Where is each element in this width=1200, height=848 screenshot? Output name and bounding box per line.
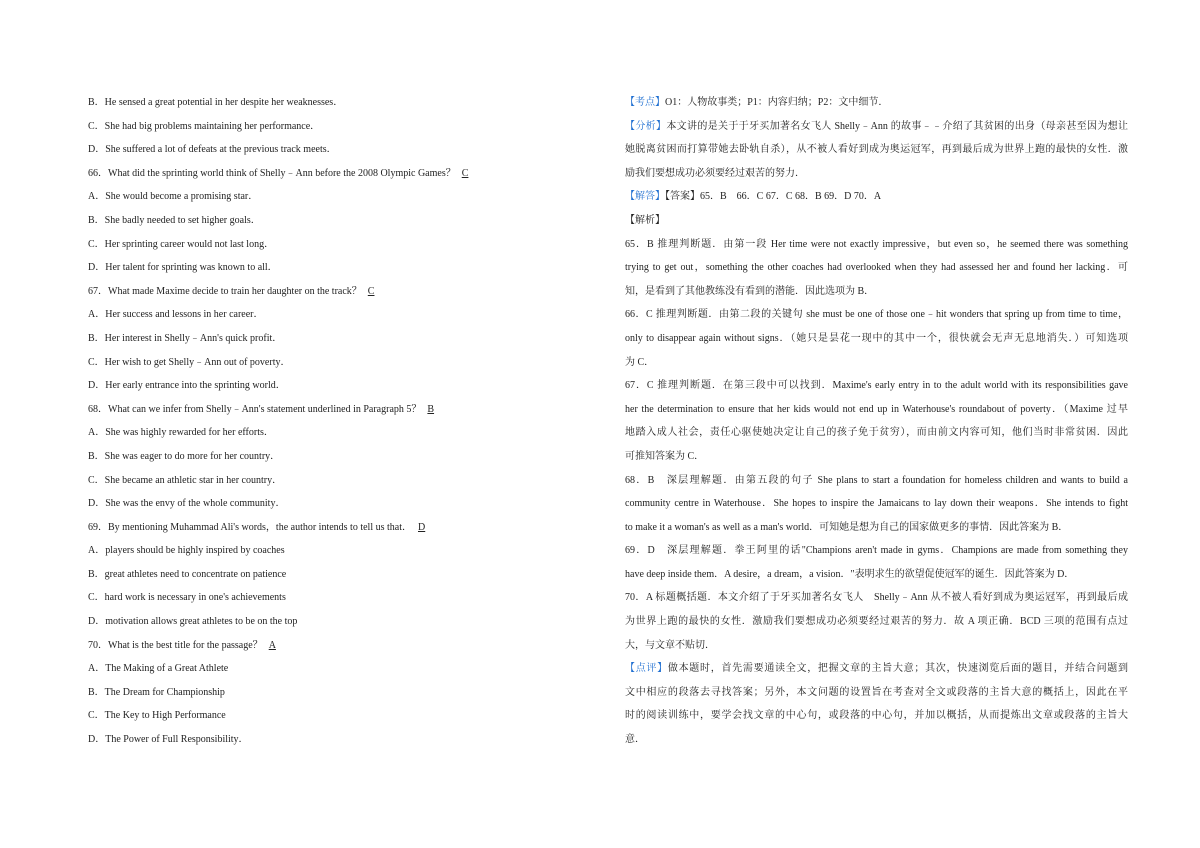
- option-line: D．The Power of Full Responsibility．: [88, 734, 249, 746]
- explanation-text: to make it a woman's as well as a man's world．可知她是想为自己的国家做更多的事情．因此答案为 B．: [625, 521, 1069, 533]
- explanation-text: only to disappear again without signs．（她只是昙花一现中的其中一个，很快就会无声无息地消失．）可知选项: [625, 332, 1128, 344]
- explanation-line: [625, 539, 1128, 563]
- option-line: D．Her talent for sprinting was known to all．: [88, 262, 278, 274]
- option-line: B．The Dream for Championship: [88, 686, 225, 698]
- section-tag: 【考点】: [625, 97, 665, 108]
- explanation-line: [625, 138, 1128, 162]
- explanation-line: [625, 469, 1128, 493]
- answer-blank: B: [427, 403, 435, 415]
- explanation-text: 67．C 推理判断题．在第三段中可以找到．Maxime's early entry in to the adult world with its responsibilities gave: [625, 380, 1128, 392]
- explanation-text: 意．: [625, 734, 645, 746]
- option-line: D．Her early entrance into the sprinting world．: [88, 380, 286, 392]
- explanation-line: [625, 563, 1128, 587]
- option-line: C．Her wish to get Shelly﹣Ann out of poverty．: [88, 356, 291, 368]
- option-line: A．She was highly rewarded for her efforts．: [88, 427, 274, 439]
- questions-column: [88, 91, 558, 752]
- explanation-text: 为世界上跑的最快的女性．激励我们要想成功必须要经过艰苦的努力．故 A 项正确．BCD 三项的范围有点过: [625, 616, 1128, 628]
- explanation-line: [625, 327, 1128, 351]
- answer-blank: D: [418, 521, 426, 533]
- explanation-text: have deep inside them．A desire，a dream，a vision．"表明求生的欲望促使冠军的诞生．因此答案为 D．: [625, 568, 1075, 580]
- explanation-line: [625, 185, 1128, 209]
- option-line: B．She was eager to do more for her country．: [88, 450, 281, 462]
- explanation-text: 本文讲的是关于于牙买加著名女飞人 Shelly﹣Ann 的故事﹣﹣介绍了其贫困的出身（母亲甚至因为想让: [666, 120, 1128, 132]
- answer-explanation-column: [625, 91, 1128, 752]
- option-line: A．players should be highly inspired by coaches: [88, 545, 285, 557]
- explanation-line: [625, 657, 1128, 681]
- explanation-text: 励我们要想成功必须要经过艰苦的努力．: [625, 167, 805, 179]
- explanation-text: 可推知答案为 C．: [625, 450, 705, 462]
- explanation-line: [625, 209, 1128, 233]
- option-line: A．The Making of a Great Athlete: [88, 663, 229, 675]
- explanation-text: 65．B 推理判断题．由第一段 Her time were not exactly impressive，but even so，he seemed there was something: [625, 238, 1128, 250]
- explanation-line: [625, 351, 1128, 375]
- option-line: C．The Key to High Performance: [88, 710, 226, 722]
- question-text: 68．What can we infer from Shelly﹣Ann's statement underlined in Paragraph 5？: [88, 403, 422, 415]
- explanation-line: [625, 492, 1128, 516]
- explanation-text: 68．B 深层理解题．由第五段的句子 She plans to start a foundation for homeless children and wants to build a: [625, 474, 1128, 486]
- question-text: 67．What made Maxime decide to train her daughter on the track？: [88, 285, 362, 297]
- explanation-line: [625, 115, 1128, 139]
- explanation-text: 【答案】65．B 66．C 67．C 68．B 69．D 70．A: [665, 191, 882, 203]
- explanation-line: [625, 421, 1128, 445]
- question-line: [88, 516, 558, 540]
- explanation-line: [625, 280, 1128, 304]
- option-line: B．great athletes need to concentrate on patience: [88, 568, 287, 580]
- explanation-text: 地踏入成人社会，责任心驱使她决定让自己的孩子免于贫穷），而由前文内容可知，他们当时非常贫困．因此: [625, 427, 1128, 439]
- option-line: B．She badly needed to set higher goals．: [88, 214, 261, 226]
- explanation-line: [625, 516, 1128, 540]
- explanation-line: [625, 398, 1128, 422]
- option-line: A．She would become a promising star．: [88, 191, 259, 203]
- question-line: [88, 398, 558, 422]
- explanation-line: [625, 91, 1128, 115]
- explanation-line: [625, 704, 1128, 728]
- option-line: C．She became an athletic star in her country．: [88, 474, 283, 486]
- section-tag: 【点评】: [625, 663, 668, 675]
- explanation-text: her the determination to ensure that her kids would not end up in Waterhouse's roundabout of poverty．（Maxime 过早: [625, 403, 1128, 415]
- explanation-line: [625, 303, 1128, 327]
- option-line: D．She suffered a lot of defeats at the previous track meets．: [88, 144, 337, 156]
- option-line: C．She had big problems maintaining her performance．: [88, 120, 321, 132]
- explanation-line: [625, 256, 1128, 280]
- explanation-text: 时的阅读训练中，要学会找文章的中心句，或段落的中心句，并加以概括，从而提炼出文章或段落的主旨大: [625, 710, 1128, 722]
- explanation-text: 【解析】: [625, 214, 665, 226]
- question-line: [88, 634, 558, 658]
- question-text: 69．By mentioning Muhammad Ali's words，the author intends to tell us that．: [88, 521, 412, 533]
- explanation-text: O1：人物故事类；P1：内容归纳；P2：文中细节．: [665, 97, 889, 108]
- explanation-text: community centre in Waterhouse．She hopes to inspire the Jamaicans to lay down their weapons．She intends to fight: [625, 498, 1128, 510]
- explanation-text: 70．A 标题概括题．本文介绍了于牙买加著名女飞人 Shelly﹣Ann 从不被人看好到成为奥运冠军，再到最后成: [625, 592, 1128, 604]
- question-text: 70．What is the best title for the passage？: [88, 639, 263, 651]
- option-line: D．motivation allows great athletes to be on the top: [88, 616, 298, 628]
- answer-blank: A: [268, 639, 276, 651]
- answer-blank: C: [367, 285, 375, 297]
- option-line: D．She was the envy of the whole community．: [88, 498, 286, 510]
- explanation-text: 她脱离贫困而打算带她去卧轨自杀），从不被人看好到成为奥运冠军，再到最后成为世界上跑的最快的女性．激: [625, 144, 1128, 156]
- section-tag: 【分析】: [625, 120, 667, 132]
- question-line: [88, 162, 558, 186]
- explanation-text: 大，与文章不贴切．: [625, 639, 715, 651]
- option-line: C．hard work is necessary in one's achievements: [88, 592, 286, 604]
- explanation-line: [625, 610, 1128, 634]
- option-line: B．Her interest in Shelly﹣Ann's quick profit．: [88, 332, 283, 344]
- option-line: A．Her success and lessons in her career．: [88, 309, 264, 321]
- explanation-line: [625, 681, 1128, 705]
- option-line: C．Her sprinting career would not last long．: [88, 238, 275, 250]
- explanation-line: [625, 728, 1128, 752]
- explanation-text: 做本题时，首先需要通读全文，把握文章的主旨大意；其次，快速浏览后面的题目，并结合问题到: [667, 663, 1128, 675]
- explanation-line: [625, 634, 1128, 658]
- answer-blank: C: [461, 167, 469, 179]
- question-text: 66．What did the sprinting world think of Shelly﹣Ann before the 2008 Olympic Games？: [88, 167, 456, 179]
- question-line: [88, 280, 558, 304]
- section-tag: 【解答】: [625, 191, 665, 203]
- explanation-line: [625, 233, 1128, 257]
- option-line: B．He sensed a great potential in her despite her weaknesses．: [88, 97, 344, 108]
- explanation-line: [625, 374, 1128, 398]
- explanation-text: 知，是看到了其他教练没有看到的潜能．因此选项为 B．: [625, 285, 875, 297]
- explanation-text: 文中相应的段落去寻找答案；另外，本文问题的设置旨在考查对全文或段落的主旨大意的概括上，因此在平: [625, 686, 1128, 698]
- explanation-line: [625, 445, 1128, 469]
- explanation-line: [625, 586, 1128, 610]
- explanation-line: [625, 162, 1128, 186]
- explanation-text: 为 C．: [625, 356, 655, 368]
- explanation-text: 69．D 深层理解题．拳王阿里的话"Champions aren't made in gyms．Champions are made from something they: [625, 545, 1128, 557]
- explanation-text: trying to get out，something the other coaches had overlooked when they had assessed her and found her lacking．可: [625, 262, 1128, 274]
- explanation-text: 66．C 推理判断题．由第二段的关键句 she must be one of those one﹣hit wonders that spring up from time to time，: [625, 309, 1128, 321]
